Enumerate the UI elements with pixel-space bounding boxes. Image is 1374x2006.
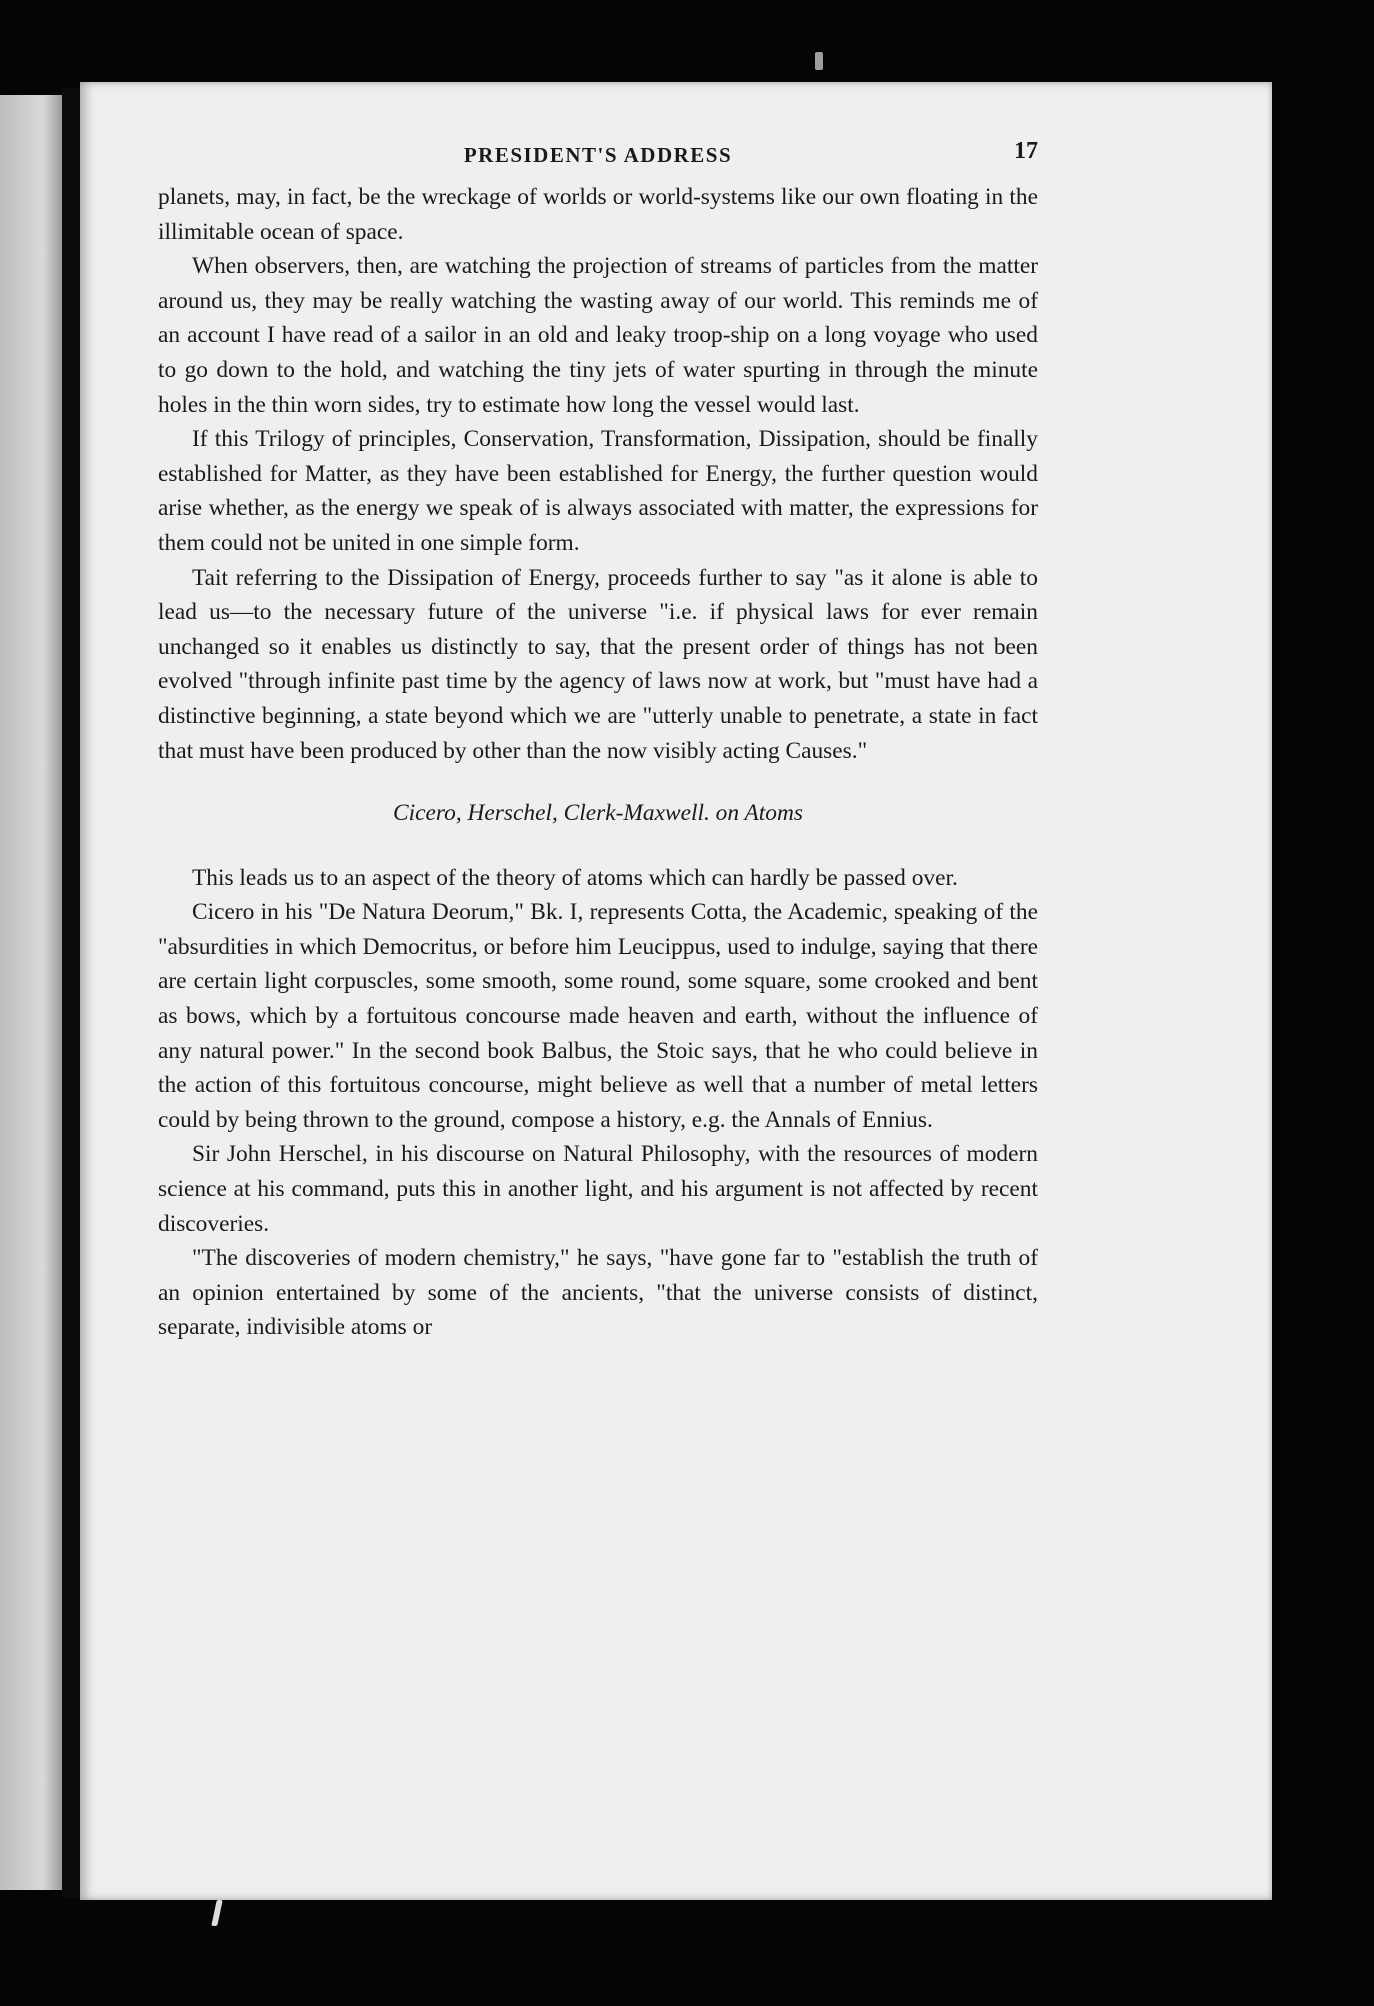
page-content <box>158 132 1038 1345</box>
paragraph-herschel: Sir John Herschel, in his discourse on Natural Philosophy, with the resources of modern science at his command, puts this in another light, and his argument is not affected by recent discoveries. <box>158 1141 1038 1237</box>
left-page-edge <box>0 95 62 1890</box>
scan-artifact-top <box>815 52 823 70</box>
scan-artifact-bottom <box>211 1900 223 1926</box>
paragraph-observers: When observers, then, are watching the projection of streams of particles from the matter around us, they may be really watching the wasting away of our world. This reminds me of an account I have read of a sailor in an old and leaky troop-ship on a long voyage who used to go down to the hold, and watching the tiny jets of water spurting in through the minute holes in the thin worn sides, try to estimate how long the vessel would last. <box>158 253 1038 418</box>
paragraph-tait: Tait referring to the Dissipation of Energy, proceeds further to say "as it alone is able to lead us—to the necessary future of the universe "i.e. if physical laws for ever remain unchanged so it enables us distinctly to say, that the present order of things has not been evolved "through infinite past time by the agency of laws now at work, but "must have had a distinctive beginning, a state beyond which we are "utterly unable to penetrate, a state in fact that must have been produced by other than the now visibly acting Causes." <box>158 564 1038 764</box>
page-gutter <box>62 88 82 1898</box>
paragraph-trilogy: If this Trilogy of principles, Conservation, Transformation, Dissipation, should be finally established for Matter, as they have been established for Energy, the further question would arise whether, as the energy we speak of is always associated with matter, the expressions for them could not be united in one simple form. <box>158 426 1038 556</box>
paragraph-cicero: Cicero in his "De Natura Deorum," Bk. I, represents Cotta, the Academic, speaking of the "absurdities in which Democritus, or before him Leucippus, used to indulge, saying that there are certain light corpuscles, some smooth, some round, some square, some crooked and bent as bows, which by a fortuitous concourse made heaven and earth, without the influence of any natural power." In the second book Balbus, the Stoic says, that he who could believe in the action of this fortuitous concourse, might believe as well that a number of metal letters could by being thrown to the ground, compose a history, e.g. the Annals of Ennius. <box>158 899 1038 1133</box>
running-title: PRESIDENT'S ADDRESS <box>463 143 733 167</box>
paragraph-quote-chemistry: "The discoveries of modern chemistry," he says, "have gone far to "establish the truth of an opinion entertained by some of the ancients, "that the universe consists of distinct, separate, indivisible atoms or <box>158 1245 1038 1341</box>
section-heading: Cicero, Herschel, Clerk-Maxwell. on Atoms <box>393 800 803 827</box>
running-head <box>158 132 1038 176</box>
page-number: 17 <box>1014 138 1038 164</box>
paragraph-aspect: This leads us to an aspect of the theory of atoms which can hardly be passed over. <box>192 864 958 891</box>
paragraph-continued: planets, may, in fact, be the wreckage of worlds or world-systems like our own floating in the illimitable ocean of space. <box>158 184 1038 245</box>
